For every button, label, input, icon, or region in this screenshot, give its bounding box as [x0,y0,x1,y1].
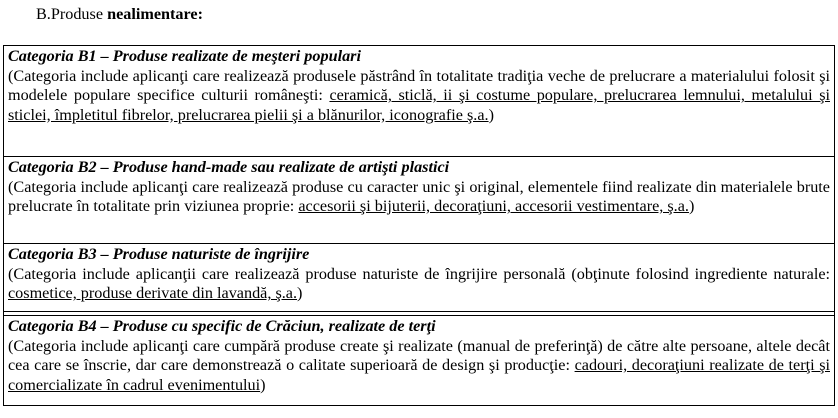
category-b1-title: Categoria B1 – Produse realizate de meşteri populari [8,47,361,65]
category-b3-desc-examples: cosmetice, produse derivate din lavandă, ş.a. [8,284,298,303]
category-b1-desc-close: ) [488,105,494,124]
section-heading [36,4,203,24]
category-b2-desc-examples: accesorii şi bijuterii, decoraţiuni, accesorii vestimentare, ş.a. [298,197,689,216]
category-b4-cell [4,315,834,406]
category-b3-cell [4,244,834,312]
category-b4-desc-text: (Categoria include aplicanţi care cumpără produse create şi realizate (manual de preferinţă) de către alte persoane, altele decât cea care se înscrie, dar care demonstrează o calitate superioară de design şi producţie: [8,336,830,375]
category-b2-cell [4,157,834,244]
category-b3-title: Categoria B3 – Produse naturiste de îngrijire [8,245,310,263]
section-heading-bold: nealimentare: [107,5,203,23]
categories-table [3,45,835,406]
category-b3-desc-text: (Categoria include aplicanţii care realizează produse naturiste de îngrijire personală (obţinute folosind ingrediente naturale: [8,264,830,283]
category-b2-description [8,178,830,217]
category-b1-desc-examples: ceramică, sticlă, ii şi costume populare, prelucrarea lemnului, metalului şi sticlei, împletitul fibrelor, prelucrarea pielii şi a blănurilor, iconografie ş.a. [8,86,830,124]
section-heading-prefix: B.Produse [36,5,108,23]
category-b3-description [8,265,830,304]
category-b4-description [8,337,830,396]
category-b4-desc-examples: cadouri, decoraţiuni realizate de terţi şi comercializate în cadrul evenimentului [8,356,830,394]
category-b2-desc-close: ) [688,197,695,216]
category-b4-desc-close: ) [260,375,266,394]
category-b1-desc-text: (Categoria include aplicanţi care realizează produsele păstrând în totalitate tradiţia veche de prelucrare a materialului folosit şi modelele populare specifice culturii româneşti: [8,66,830,105]
category-b1-cell [4,46,834,157]
category-b2-desc-text: (Categoria include aplicanţi care realizează produse cu caracter unic şi original, elementele fiind realizate din materialele brute prelucrate în totalitate prin viziunea proprie: [8,177,830,216]
category-b1-description [8,67,830,126]
category-b2-title: Categoria B2 – Produse hand-made sau realizate de artişti plastici [8,158,450,176]
category-b4-title: Categoria B4 – Produse cu specific de Crăciun, realizate de terţi [8,317,436,335]
category-b3-desc-close: ) [297,284,303,303]
